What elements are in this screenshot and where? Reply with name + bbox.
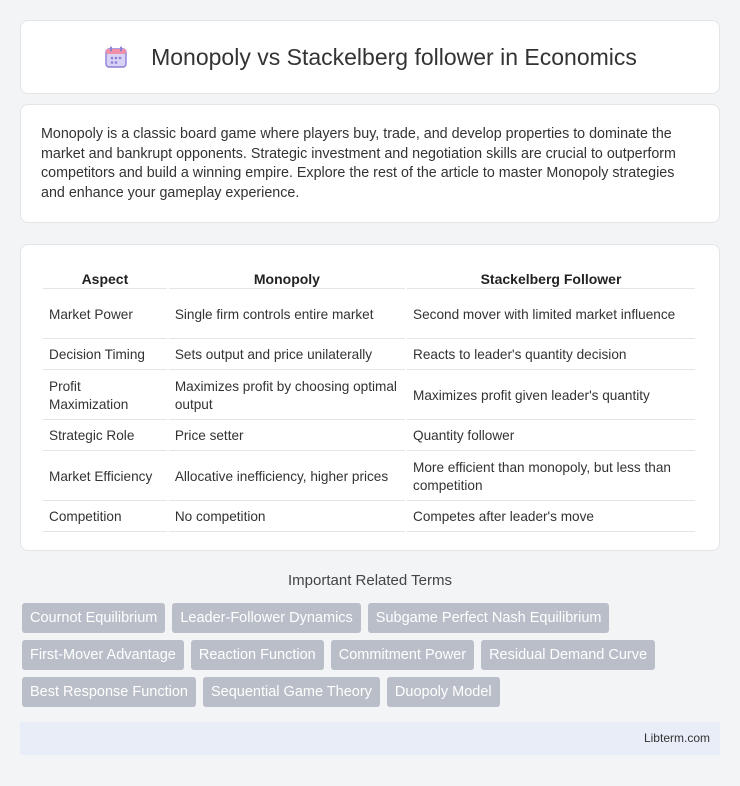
table-cell: Maximizes profit by choosing optimal output [169, 372, 405, 420]
table-header-row [43, 265, 695, 289]
table-cell: Market Efficiency [43, 453, 167, 501]
comparison-table [41, 263, 697, 534]
table-cell: Profit Maximization [43, 372, 167, 420]
tag-leader-follower-dynamics[interactable]: Leader-Follower Dynamics [172, 603, 360, 633]
tag-first-mover-advantage[interactable]: First-Mover Advantage [22, 640, 184, 670]
tag-row [22, 677, 722, 707]
table-row [43, 503, 695, 532]
table-row [43, 341, 695, 370]
tag-row [22, 603, 722, 633]
table-cell: No competition [169, 503, 405, 532]
table-cell: Strategic Role [43, 422, 167, 451]
table-cell: Sets output and price unilaterally [169, 341, 405, 370]
table-cell: Market Power [43, 291, 167, 339]
header-aspect: Aspect [43, 265, 167, 289]
table-cell: Maximizes profit given leader's quantity [407, 372, 695, 420]
tag-subgame-perfect-nash-equilibrium[interactable]: Subgame Perfect Nash Equilibrium [368, 603, 610, 633]
header-monopoly: Monopoly [169, 265, 405, 289]
page-title: Monopoly vs Stackelberg follower in Economics [151, 43, 637, 70]
footer-site-link[interactable]: Libterm.com [643, 731, 710, 745]
table-cell: Single firm controls entire market [169, 291, 405, 339]
tag-sequential-game-theory[interactable]: Sequential Game Theory [203, 677, 380, 707]
calendar-icon [103, 44, 129, 70]
table-cell: Decision Timing [43, 341, 167, 370]
table-cell: Second mover with limited market influence [407, 291, 695, 339]
table-cell: Reacts to leader's quantity decision [407, 341, 695, 370]
table-row [43, 372, 695, 420]
footer [20, 722, 720, 755]
intro-paragraph: Monopoly is a classic board game where players buy, trade, and develop properties to dominate the market and bankrupt opponents. Strategic investment and negotiation skills are crucial to outperform competitors and build a winning empire. Explore the rest of the article to master Monopoly strategies and enhance your gameplay experience. [41, 126, 676, 201]
related-terms-title: Important Related Terms [288, 572, 452, 589]
related-terms-tags [22, 603, 722, 714]
table-cell: More efficient than monopoly, but less than competition [407, 453, 695, 501]
tag-cournot-equilibrium[interactable]: Cournot Equilibrium [22, 603, 165, 633]
comparison-card [20, 244, 720, 551]
intro-card [20, 104, 720, 223]
table-cell: Competition [43, 503, 167, 532]
tag-row [22, 640, 722, 670]
title-card [20, 20, 720, 94]
tag-best-response-function[interactable]: Best Response Function [22, 677, 196, 707]
tag-residual-demand-curve[interactable]: Residual Demand Curve [481, 640, 655, 670]
table-cell: Quantity follower [407, 422, 695, 451]
header-stackelberg-follower: Stackelberg Follower [407, 265, 695, 289]
table-row [43, 291, 695, 339]
tag-reaction-function[interactable]: Reaction Function [191, 640, 324, 670]
table-row [43, 453, 695, 501]
table-cell: Price setter [169, 422, 405, 451]
table-cell: Competes after leader's move [407, 503, 695, 532]
tag-duopoly-model[interactable]: Duopoly Model [387, 677, 500, 707]
table-cell: Allocative inefficiency, higher prices [169, 453, 405, 501]
tag-commitment-power[interactable]: Commitment Power [331, 640, 474, 670]
table-row [43, 422, 695, 451]
